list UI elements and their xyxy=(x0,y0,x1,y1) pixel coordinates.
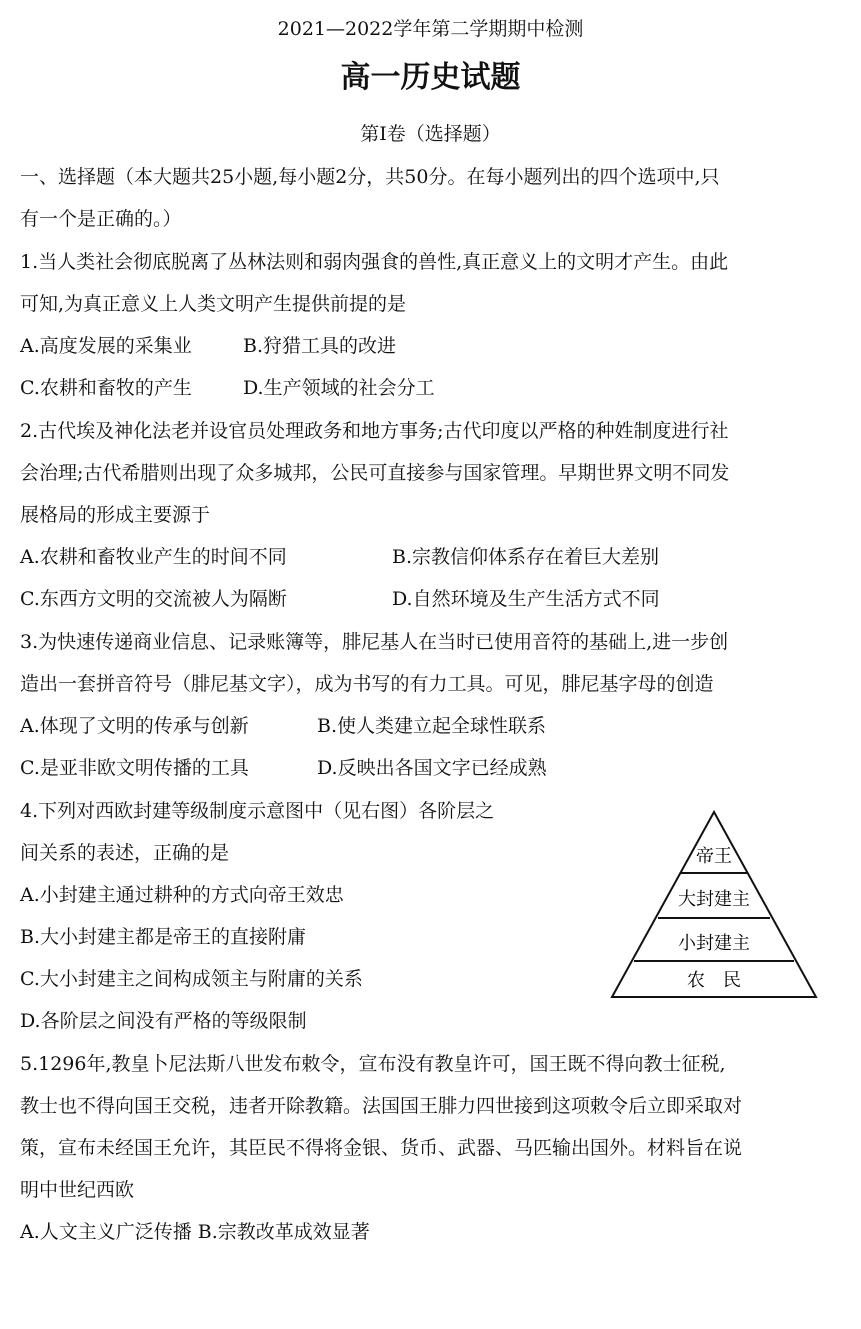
q2-stem-line: 会治理;古代希腊则出现了众多城邦，公民可直接参与国家管理。早期世界文明不同发 xyxy=(20,462,730,484)
q5-stem-line: 教士也不得向国王交税，违者开除教籍。法国国王腓力四世接到这项敕令后立即采取对 xyxy=(20,1095,743,1117)
q1-stem-line: 可知,为真正意义上人类文明产生提供前提的是 xyxy=(20,293,407,315)
q4-option-c: C.大小封建主之间构成领主与附庸的关系 xyxy=(20,968,363,990)
pyramid-level-emperor: 帝王 xyxy=(696,846,732,867)
q5-stem-line: 明中世纪西欧 xyxy=(20,1179,135,1201)
q1-option-a: A.高度发展的采集业 xyxy=(20,335,192,357)
page-title: 高一历史试题 xyxy=(340,60,521,95)
instructions-line: 一、选择题（本大题共25小题,每小题2分，共50分。在每小题列出的四个选项中,只 xyxy=(20,166,720,188)
q5-stem-line: 策，宣布未经国王允许，其臣民不得将金银、货币、武器、马匹输出国外。材料旨在说 xyxy=(20,1137,743,1159)
q4-stem-line: 4.下列对西欧封建等级制度示意图中（见右图）各阶层之 xyxy=(20,800,495,822)
q4-stem-line: 间关系的表述，正确的是 xyxy=(20,842,230,864)
q4-option-d: D.各阶层之间没有严格的等级限制 xyxy=(20,1010,307,1032)
q4-option-b: B.大小封建主都是帝王的直接附庸 xyxy=(20,926,307,948)
section-heading: 第Ⅰ卷（选择题） xyxy=(360,123,501,145)
instructions-line: 有一个是正确的。） xyxy=(20,208,182,230)
q3-option-b: B.使人类建立起全球性联系 xyxy=(317,715,547,737)
q2-option-a: A.农耕和畜牧业产生的时间不同 xyxy=(20,546,287,568)
q2-option-c: C.东西方文明的交流被人为隔断 xyxy=(20,588,287,610)
q2-stem-line: 展格局的形成主要源于 xyxy=(20,504,211,526)
q1-option-b: B.狩猎工具的改进 xyxy=(243,335,397,357)
q5-stem-line: 5.1296年,教皇卜尼法斯八世发布敕令，宣布没有教皇许可，国王既不得向教士征税, xyxy=(20,1053,726,1075)
pyramid-level-lesser-lords: 小封建主 xyxy=(678,933,750,954)
q3-option-d: D.反映出各国文字已经成熟 xyxy=(317,757,547,779)
q1-option-d: D.生产领域的社会分工 xyxy=(243,377,435,399)
pyramid-level-peasants: 农 民 xyxy=(687,970,741,991)
q3-stem-line: 3.为快速传递商业信息、记录账簿等，腓尼基人在当时已使用音符的基础上,进一步创 xyxy=(20,631,729,653)
q1-stem-line: 1.当人类社会彻底脱离了丛林法则和弱肉强食的兽性,真正意义上的文明才产生。由此 xyxy=(20,251,729,273)
q3-option-c: C.是亚非欧文明传播的工具 xyxy=(20,757,249,779)
q2-option-b: B.宗教信仰体系存在着巨大差别 xyxy=(392,546,660,568)
pyramid-level-great-lords: 大封建主 xyxy=(678,889,750,910)
exam-header: 2021—2022学年第二学期期中检测 xyxy=(277,18,584,40)
q3-stem-line: 造出一套拼音符号（腓尼基文字），成为书写的有力工具。可见，腓尼基字母的创造 xyxy=(20,673,714,695)
q3-option-a: A.体现了文明的传承与创新 xyxy=(20,715,249,737)
q1-option-c: C.农耕和畜牧的产生 xyxy=(20,377,192,399)
q4-option-a: A.小封建主通过耕种的方式向帝王效忠 xyxy=(20,884,344,906)
q2-stem-line: 2.古代埃及神化法老并设官员处理政务和地方事务;古代印度以严格的种姓制度进行社 xyxy=(20,420,729,442)
q5-options-line: A.人文主义广泛传播 B.宗教改革成效显著 xyxy=(20,1221,370,1243)
q2-option-d: D.自然环境及生产生活方式不同 xyxy=(392,588,660,610)
feudal-hierarchy-pyramid xyxy=(608,808,820,1002)
